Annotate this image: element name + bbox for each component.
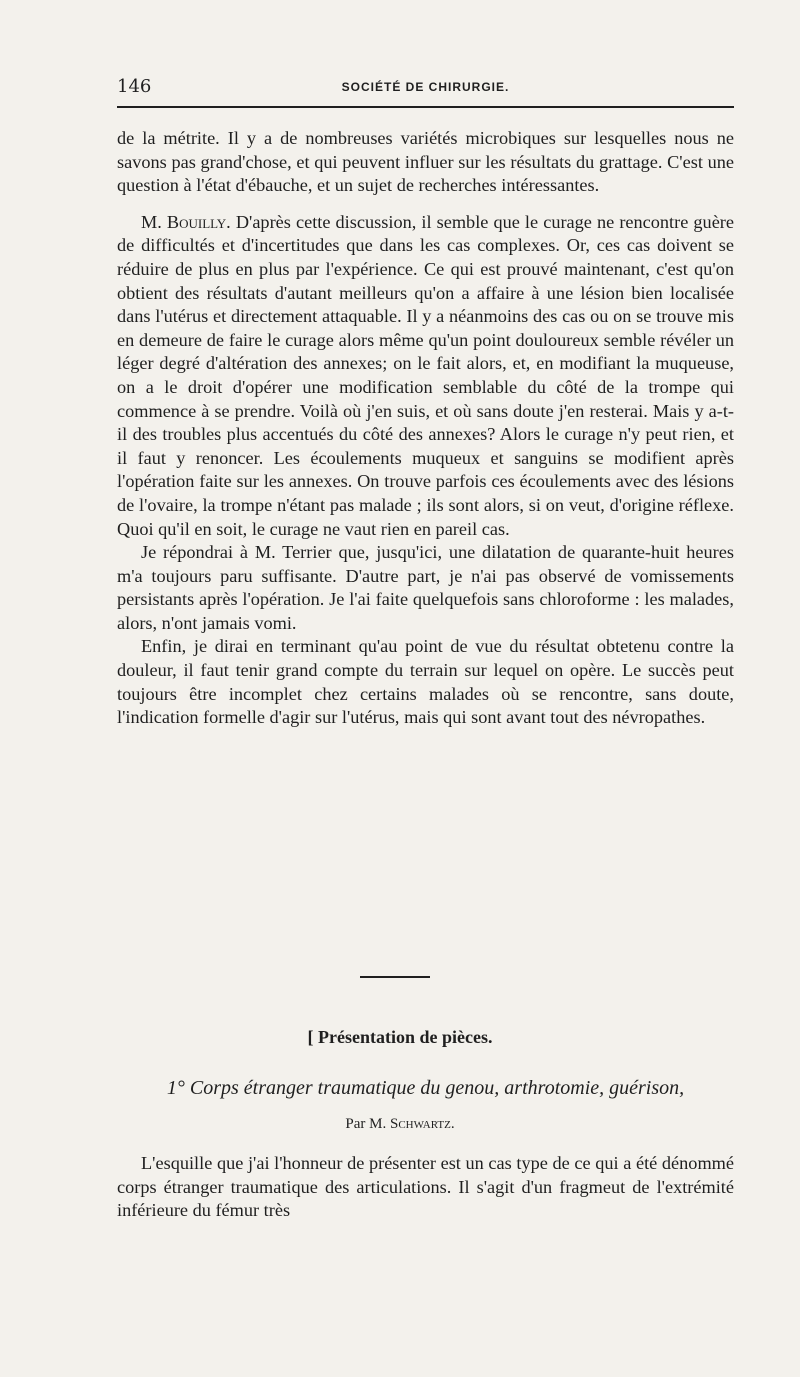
article-text — [117, 1152, 734, 1223]
section-title: [ Présentation de pièces. — [307, 1027, 493, 1047]
paragraph-1: de la métrite. Il y a de nombreuses variétés microbiques sur lesquelles nous ne savons pas grand'chose, et qui peuvent influer sur les résultats du grattage. C'est une question à l'état d'ébauche, et un sujet de recherches intéressantes. — [117, 128, 734, 196]
byline-prefix: Par M. — [345, 1116, 390, 1132]
author-name: Schwartz. — [389, 1116, 455, 1132]
section-divider — [360, 976, 430, 978]
speaker-name: M. Bouilly. — [141, 211, 231, 232]
header-rule — [117, 106, 734, 108]
paragraph-2 — [117, 211, 734, 541]
article-title: 1° Corps étranger traumatique du genou, arthrotomie, guérison, — [166, 1077, 685, 1099]
page-number: 146 — [117, 76, 152, 97]
byline — [0, 1116, 800, 1133]
page-header — [117, 76, 734, 100]
discussion-text — [117, 127, 734, 730]
running-title: SOCIÉTÉ DE CHIRURGIE. — [341, 80, 510, 94]
paragraph-2-text: D'après cette discussion, il semble que le curage ne rencontre guère de difficultés et d'incertitudes que dans les cas complexes. Or, ces cas doivent se réduire de plus en plus par l'expérience. Ce qui est prouvé maintenant, c'est qu'on obtient des résultats d'autant meilleurs qu'on a affaire à une lésion bien localisée dans l'utérus et directement attaquable. Il y a néanmoins des cas ou on se trouve mis en demeure de faire le curage alors même qu'un point douloureux semble révéler un léger degré d'altération des annexes; on le fait alors, et, en modifiant la muqueuse, on a le droit d'opérer une modification semblable du côté de la trompe qui commence à se prendre. Voilà où j'en suis, et où sans doute j'en resterai. Mais y a-t-il des troubles plus accentués du côté des annexes? Alors le curage n'y peut rien, et il faut y renoncer. Les écoulements muqueux et sanguins se modifient après l'opération faite sur les annexes. On trouve parfois ces écoulements avec des lésions de l'ovaire, la trompe n'étant pas malade ; ils sont alors, si on veut, d'origine réflexe. Quoi qu'il en soit, le curage ne vaut rien en pareil cas. — [117, 211, 735, 539]
paragraph-3: Je répondrai à M. Terrier que, jusqu'ici, une dilatation de quarante-huit heures m'a toujours paru suffisante. D'autre part, je n'ai pas observé de vomissements persistants après l'opération. Je l'ai faite quelquefois sans chloroforme : les malades, alors, n'ont jamais vomi. — [117, 542, 734, 633]
article-intro: L'esquille que j'ai l'honneur de présenter est un cas type de ce qui a été dénommé corps étranger traumatique des articulations. Il s'agit d'un fragmeut de l'extrémité inférieure du fémur très — [117, 1153, 734, 1221]
paragraph-4: Enfin, je dirai en terminant qu'au point de vue du résultat obtetenu contre la douleur, il faut tenir grand compte du terrain sur lequel on opère. Le succès peut toujours être incomplet chez certains malades où se rencontre, sans doute, l'indication formelle d'agir sur l'utérus, mais qui sont avant tout des névropathes. — [117, 636, 734, 728]
